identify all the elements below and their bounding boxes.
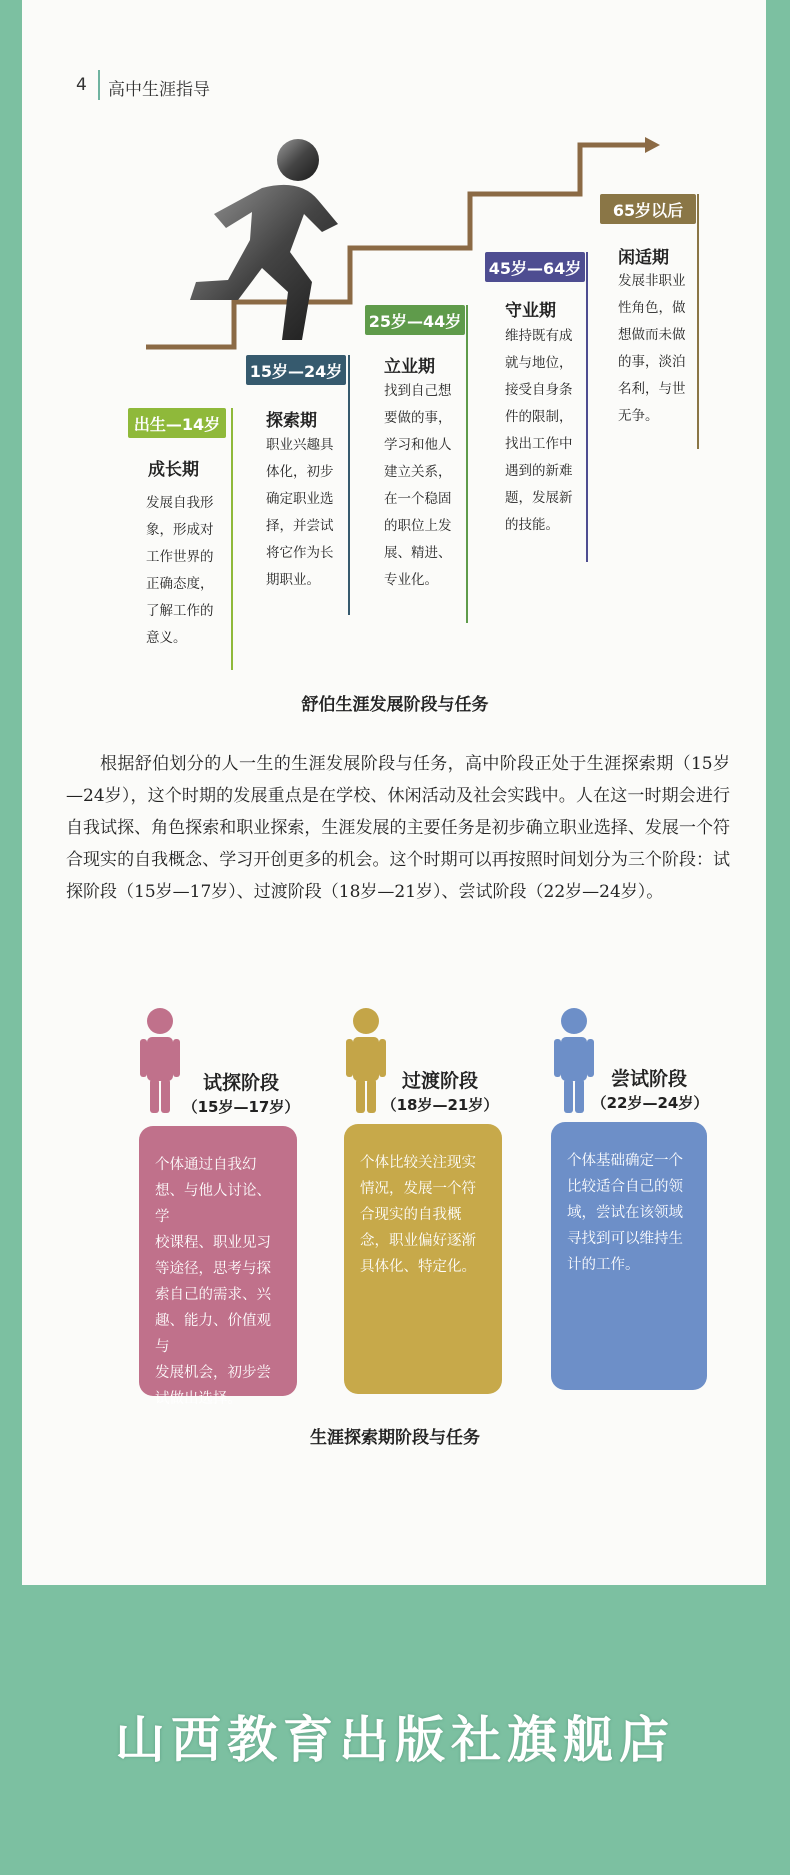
stage-body: 找到自己想 要做的事， 学习和他人 建立关系， 在一个稳固 的职位上发 展、精进、 专业化。 bbox=[384, 383, 452, 588]
phase-box: 个体基础确定一个 比较适合自己的领 域，尝试在该领域 寻找到可以维持生 计的工作。 bbox=[551, 1122, 707, 1390]
body-paragraph: 根据舒伯划分的人一生的生涯发展阶段与任务，高中阶段正处于生涯探索期（15岁—24岁），这个时期的发展重点是在学校、休闲活动及社会实践中。人在这一时期会进行自我试探、角色探索和职业探索，生涯发展的主要任务是初步确立职业选择、发展一个符合现实的自我概念、学习开创更多的机会。这个时期可以再按照时间划分为三个阶段：试探阶段（15岁—17岁）、过渡阶段（18岁—21岁）、尝试阶段（22岁—24岁）。 bbox=[66, 754, 730, 902]
phase-box: 个体比较关注现实 情况，发展一个符 合现实的自我概 念，职业偏好逐渐 具体化、特定化。 bbox=[344, 1124, 502, 1394]
phase-title: 尝试阶段 bbox=[610, 1068, 687, 1090]
phase-range: （22岁—24岁） bbox=[591, 1094, 709, 1112]
stage-divider bbox=[231, 408, 233, 670]
phase-title: 过渡阶段 bbox=[401, 1070, 478, 1092]
phase-box: 个体通过自我幻 想、与他人讨论、学 校课程、职业见习 等途径，思考与探 索自己的需求、兴 趣、能力、价值观与 发展机会，初步尝 试做出选择。 bbox=[139, 1126, 297, 1396]
stage-title: 闲适期 bbox=[618, 248, 669, 268]
page-number: 4 bbox=[76, 75, 87, 95]
stage-age-tag: 45岁—64岁 bbox=[485, 252, 585, 282]
stage-age-tag: 25岁—44岁 bbox=[365, 305, 465, 335]
stage-body: 维持既有成 就与地位， 接受自身条 件的限制， 找出工作中 遇到的新难 题，发展新 的技能。 bbox=[505, 328, 573, 533]
runner-icon bbox=[190, 139, 338, 340]
stage-title: 立业期 bbox=[384, 357, 435, 377]
phase-range: （18岁—21岁） bbox=[381, 1096, 499, 1114]
stage-body: 发展自我形 象，形成对 工作世界的 正确态度， 了解工作的 意义。 bbox=[146, 495, 214, 646]
person-icon bbox=[140, 1005, 180, 1115]
stage-divider bbox=[586, 252, 588, 562]
stage-title: 成长期 bbox=[148, 460, 199, 480]
figure-caption: 舒伯生涯发展阶段与任务 bbox=[301, 695, 489, 715]
person-icon bbox=[554, 1005, 594, 1115]
stage-divider bbox=[348, 355, 350, 615]
store-banner: 山西教育出版社旗舰店 bbox=[115, 1711, 675, 1769]
figure-caption: 生涯探索期阶段与任务 bbox=[310, 1428, 480, 1448]
stage-title: 探索期 bbox=[266, 411, 317, 431]
stage-divider bbox=[697, 194, 699, 449]
stage-body: 职业兴趣具 体化，初步 确定职业选 择，并尝试 将它作为长 期职业。 bbox=[266, 437, 334, 588]
stage-title: 守业期 bbox=[505, 301, 556, 321]
stage-body: 发展非职业 性角色，做 想做而未做 的事，淡泊 名利，与世 无争。 bbox=[618, 273, 686, 424]
stage-age-tag: 15岁—24岁 bbox=[246, 355, 346, 385]
staircase-arrow-head bbox=[645, 137, 660, 153]
stage-divider bbox=[466, 305, 468, 623]
phase-title: 试探阶段 bbox=[202, 1072, 279, 1094]
phase-range: （15岁—17岁） bbox=[182, 1098, 300, 1116]
stage-age-tag: 出生—14岁 bbox=[128, 408, 226, 438]
book-title: 高中生涯指导 bbox=[108, 80, 210, 100]
stage-age-tag: 65岁以后 bbox=[600, 194, 696, 224]
